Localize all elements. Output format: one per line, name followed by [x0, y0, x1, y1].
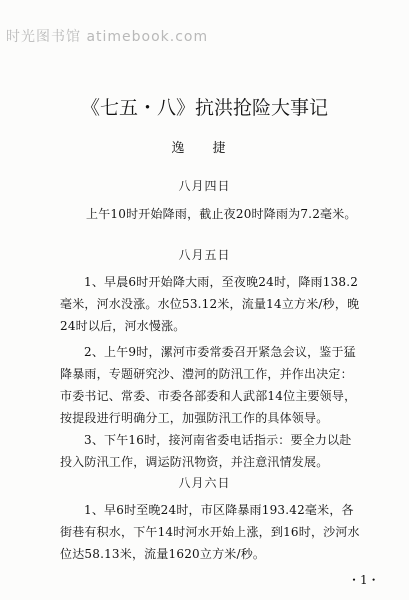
paragraph: 上午10时开始降雨，截止夜20时降雨为7.2毫米。	[86, 207, 357, 221]
paragraph: 2、上午9时，漯河市委常委召开紧急会议，鉴于猛降暴雨，专题研究沙、澧河的防汛工作，并作出决定：市委书记、常委、市委各部委和人武部14位主要领导，按提段进行明确分工，加强防汛工作的具体领导。	[60, 345, 357, 425]
page-number: ・1・	[348, 573, 380, 587]
paragraph: 1、早晨6时开始降大雨，至夜晚24时，降雨138.2毫米，河水没涨。水位53.12米，流量14立方米/秒，晚24时以后，河水慢涨。	[60, 275, 360, 333]
document-title: 《七五・八》抗洪抢险大事记	[80, 97, 328, 119]
watermark-text: 时光图书馆 atimebook.com	[6, 29, 209, 45]
paragraph: 1、早6时至晚24时，市区降暴雨193.42毫米，各街巷有积水，下午14时河水开始上涨，到16时，沙河水位达58.13米，流量1620立方米/秒。	[60, 503, 360, 561]
author-name: 逸 捷	[171, 141, 238, 156]
date-heading-aug-4: 八月四日	[178, 179, 231, 193]
paragraph: 3、下午16时，接河南省委电话指示：要全力以赴投入防汛工作，调运防汛物资，并注意汛情发展。	[60, 433, 352, 469]
date-heading-aug-5: 八月五日	[178, 248, 231, 262]
date-heading-aug-6: 八月六日	[178, 476, 231, 490]
